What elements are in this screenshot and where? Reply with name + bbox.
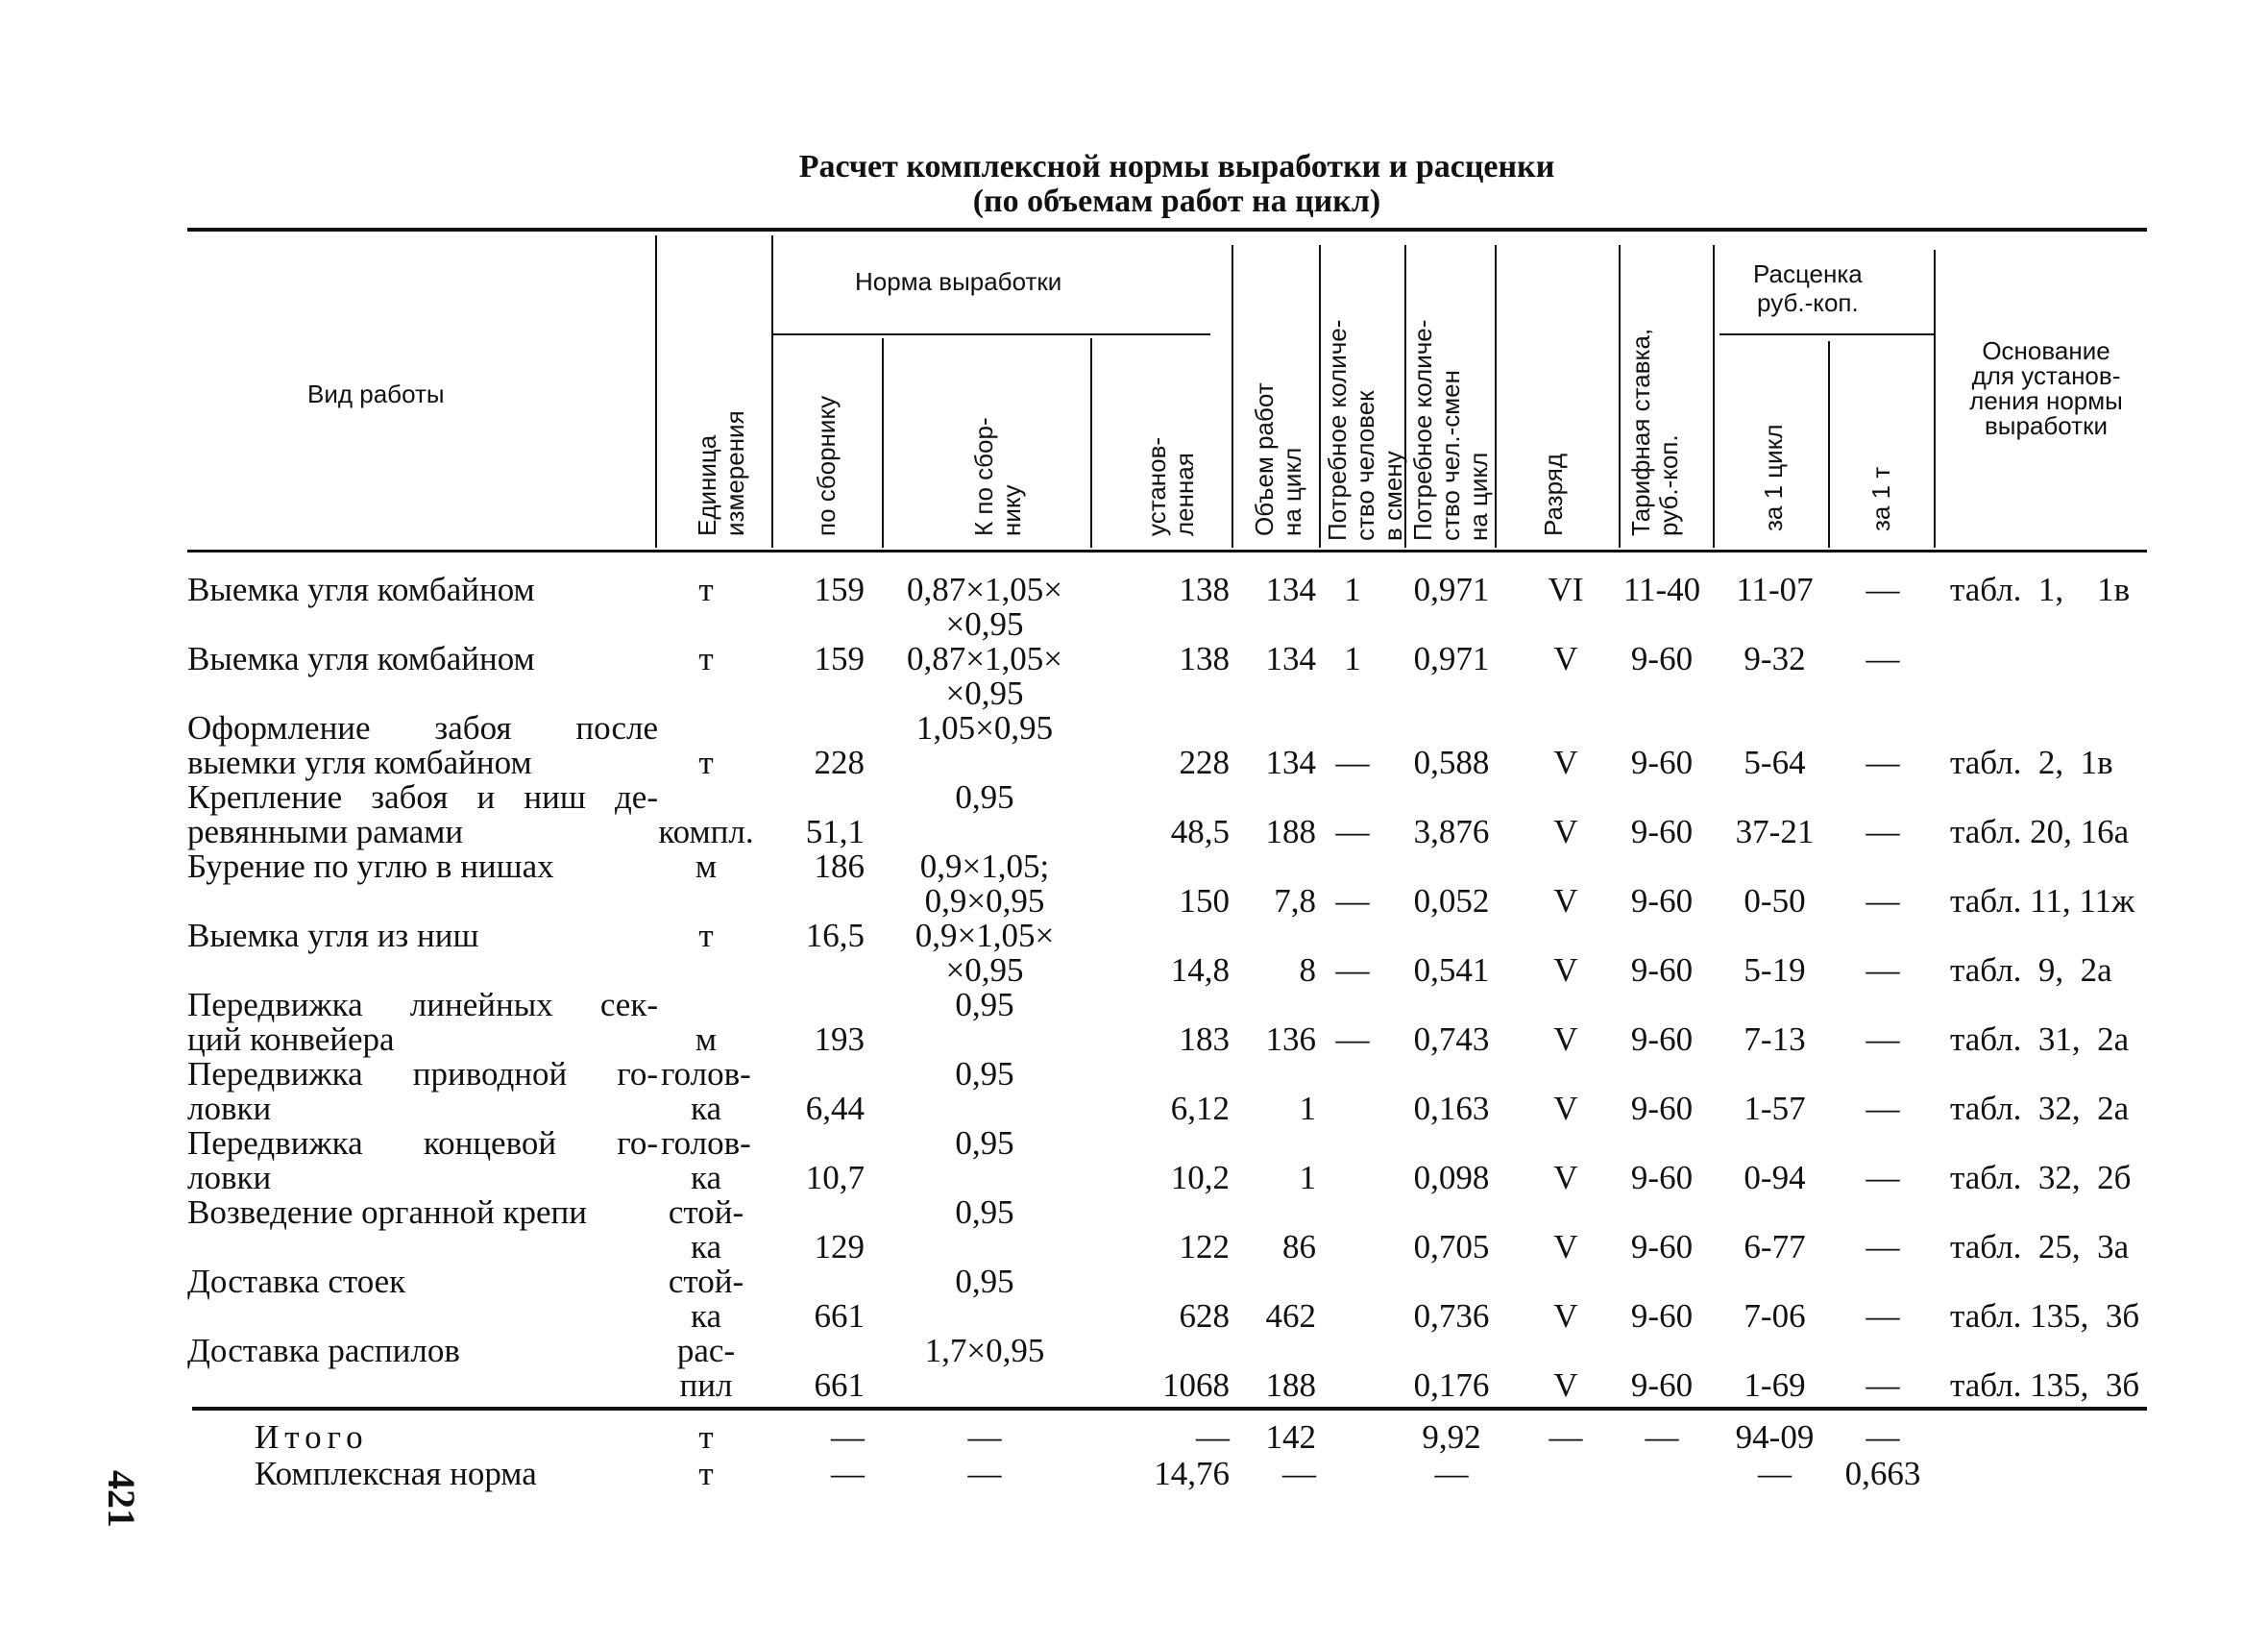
k-cell: 0,95: [955, 1055, 1014, 1093]
cikl-cell: 5-19: [1744, 951, 1806, 989]
ust-cell: 1068: [1162, 1366, 1230, 1404]
tarif-cell: 9-60: [1630, 1228, 1694, 1265]
k-cell: 0,87×1,05×: [907, 571, 1062, 608]
cikl-cell: 0-94: [1744, 1159, 1806, 1196]
unit-cell: т: [698, 640, 714, 677]
unit-cell: пил: [679, 1366, 733, 1404]
cikl-cell: 9-32: [1744, 640, 1806, 677]
t-cell: —: [1866, 1297, 1900, 1335]
po_sb-cell: 16,5: [805, 917, 865, 954]
razr-cell: V: [1553, 813, 1578, 850]
t-cell: —: [1866, 882, 1900, 920]
header-vid-raboty: Вид работы: [307, 380, 445, 408]
tarif-cell: 9-60: [1630, 1366, 1694, 1404]
work-name: выемки угля комбайном: [187, 744, 532, 781]
work-name: Выемка угля комбайном: [187, 640, 535, 677]
top-rule: [187, 228, 2147, 232]
tarif-cell: 9-60: [1630, 813, 1694, 850]
unit-cell: ка: [690, 1159, 721, 1196]
chelsmen-cell: 0,541: [1413, 951, 1490, 989]
obem-cell: 1: [1299, 1159, 1316, 1196]
ust-cell: 10,2: [1170, 1159, 1230, 1196]
t-cell: —: [1866, 813, 1900, 850]
header-razryad: Разряд: [1539, 454, 1568, 536]
unit-cell: т: [698, 744, 714, 781]
cikl-cell: 7-13: [1744, 1020, 1806, 1058]
work-name: Оформление забоя после: [187, 709, 658, 747]
k-cell: 0,95: [955, 1193, 1014, 1231]
razr-total: —: [1549, 1418, 1583, 1456]
k-total: —: [967, 1455, 1002, 1492]
obem-cell: 462: [1265, 1297, 1316, 1335]
chelsmen-cell: 0,971: [1413, 640, 1490, 677]
osn-cell: табл. 2, 1в: [1950, 744, 2113, 781]
col-line: [655, 235, 657, 548]
header-osnovanie: Основание для установ- ления нормы выработки: [1969, 336, 2123, 440]
chel-cell: —: [1335, 1020, 1370, 1058]
unit-total: т: [698, 1455, 714, 1492]
razr-cell: V: [1553, 1228, 1578, 1265]
po_sb-cell: 10,7: [805, 1159, 865, 1196]
chel-cell: 1: [1344, 571, 1361, 608]
header-rule-norma: [773, 333, 1210, 335]
work-name: Передвижка приводной го-: [187, 1055, 658, 1093]
ust-cell: 183: [1179, 1020, 1230, 1058]
work-name: Передвижка линейных сек-: [187, 986, 658, 1023]
unit-cell: ка: [690, 1228, 721, 1265]
chel-cell: 1: [1344, 640, 1361, 677]
ust-cell: 138: [1179, 571, 1230, 608]
k-cell: 0,95: [955, 986, 1014, 1023]
osn-cell: табл. 1, 1в: [1950, 571, 2131, 608]
work-name: Выемка угля комбайном: [187, 571, 535, 608]
k-cell: 0,9×0,95: [924, 882, 1045, 920]
obem-cell: 8: [1299, 951, 1316, 989]
chelsmen-cell: 0,971: [1413, 571, 1490, 608]
work-name: Доставка распилов: [187, 1332, 460, 1369]
ust-cell: 628: [1179, 1297, 1230, 1335]
chelsmen-total: 9,92: [1422, 1418, 1481, 1456]
k-cell: ×0,95: [945, 951, 1024, 989]
table-subtitle: (по объемам работ на цикл): [972, 184, 1381, 219]
table-title: Расчет комплексной нормы выработки и расценки: [798, 149, 1555, 184]
header-k-po-sborniku: К по сбор- нику: [969, 417, 1026, 536]
cikl-cell: 0-50: [1744, 882, 1806, 920]
header-rascenka: Расценка руб.-коп.: [1753, 259, 1863, 317]
t-total: —: [1866, 1418, 1900, 1456]
chelsmen-cell: 0,052: [1413, 882, 1490, 920]
obem-total: —: [1282, 1455, 1316, 1492]
osn-cell: табл. 25, 3а: [1950, 1228, 2130, 1265]
k-cell: 1,7×0,95: [924, 1332, 1045, 1369]
obem-cell: 134: [1265, 640, 1316, 677]
obem-cell: 1: [1299, 1090, 1316, 1127]
chel-cell: —: [1335, 882, 1370, 920]
k-cell: 1,05×0,95: [915, 709, 1054, 747]
header-edinica: Единица измерения: [693, 410, 749, 536]
obem-cell: 188: [1265, 1366, 1316, 1404]
po_sb-cell: 661: [814, 1297, 865, 1335]
po_sb-cell: 51,1: [805, 813, 865, 850]
chelsmen-cell: 0,588: [1413, 744, 1490, 781]
razr-cell: V: [1553, 1366, 1578, 1404]
work-name: Доставка стоек: [187, 1263, 406, 1300]
razr-cell: V: [1553, 744, 1578, 781]
header-za-1-t: за 1 т: [1866, 466, 1895, 531]
k-cell: ×0,95: [945, 675, 1024, 712]
ust-cell: 228: [1179, 744, 1230, 781]
osn-cell: табл. 20, 16а: [1950, 813, 2130, 850]
razr-cell: V: [1553, 1297, 1578, 1335]
unit-cell: компл.: [658, 813, 754, 850]
tarif-cell: 9-60: [1630, 951, 1694, 989]
razr-cell: V: [1553, 1020, 1578, 1058]
unit-total: т: [698, 1418, 714, 1456]
header-potrebnoe-chel: Потребное количе- ство человек в смену: [1323, 319, 1407, 541]
work-name: ревянными рамами: [187, 813, 464, 850]
ust-cell: 6,12: [1170, 1090, 1230, 1127]
t-total: 0,663: [1844, 1455, 1921, 1492]
chel-cell: —: [1335, 951, 1370, 989]
obem-cell: 134: [1265, 571, 1316, 608]
t-cell: —: [1866, 640, 1900, 677]
osn-cell: табл. 135, 3б: [1950, 1366, 2140, 1404]
chelsmen-cell: 3,876: [1413, 813, 1490, 850]
ust-total: 14,76: [1154, 1455, 1230, 1492]
osn-cell: табл. 9, 2а: [1950, 951, 2112, 989]
tarif-cell: 9-60: [1630, 640, 1694, 677]
header-ustanovlennaya: установ- ленная: [1142, 436, 1199, 536]
k-cell: 0,95: [955, 778, 1014, 816]
razr-cell: V: [1553, 640, 1578, 677]
col-line: [1828, 341, 1830, 548]
t-cell: —: [1866, 1366, 1900, 1404]
cikl-cell: 1-57: [1744, 1090, 1806, 1127]
po_sb-total: —: [831, 1455, 865, 1492]
col-line: [1090, 338, 1092, 548]
col-line: [1495, 245, 1497, 548]
unit-cell: рас-: [676, 1332, 736, 1369]
totals-label: Итого: [255, 1418, 369, 1456]
col-line: [771, 235, 773, 548]
osn-cell: табл. 135, 3б: [1950, 1297, 2140, 1335]
k-cell: 0,95: [955, 1124, 1014, 1162]
cikl-cell: 37-21: [1735, 813, 1815, 850]
header-obem-rabot: Объем работ на цикл: [1250, 382, 1306, 536]
col-line: [1934, 250, 1936, 548]
header-tarifnaya: Тарифная ставка, руб.-коп.: [1626, 328, 1683, 536]
col-line: [1619, 245, 1621, 548]
unit-cell: стой-: [668, 1263, 744, 1300]
totals-rule: [192, 1407, 2147, 1411]
obem-cell: 86: [1282, 1228, 1316, 1265]
obem-total: 142: [1265, 1418, 1316, 1456]
work-name: ций конвейера: [187, 1020, 395, 1058]
k-cell: 0,87×1,05×: [907, 640, 1062, 677]
osn-cell: табл. 32, 2б: [1950, 1159, 2132, 1196]
col-line: [882, 338, 884, 548]
chelsmen-cell: 0,705: [1413, 1228, 1490, 1265]
totals-label: Комплексная норма: [255, 1455, 537, 1492]
chel-cell: —: [1335, 813, 1370, 850]
ust-cell: 150: [1179, 882, 1230, 920]
header-norma-vyrabotki: Норма выработки: [855, 267, 1062, 296]
k-total: —: [967, 1418, 1002, 1456]
razr-cell: V: [1553, 951, 1578, 989]
chelsmen-cell: 0,098: [1413, 1159, 1490, 1196]
razr-cell: V: [1553, 1090, 1578, 1127]
po_sb-cell: 129: [814, 1228, 865, 1265]
chel-cell: —: [1335, 744, 1370, 781]
razr-cell: V: [1553, 882, 1578, 920]
chelsmen-cell: 0,163: [1413, 1090, 1490, 1127]
po_sb-cell: 186: [814, 848, 865, 885]
work-name: Бурение по углю в нишах: [187, 848, 554, 885]
osn-cell: табл. 32, 2а: [1950, 1090, 2130, 1127]
t-cell: —: [1866, 1090, 1900, 1127]
k-cell: 0,9×1,05×: [915, 917, 1055, 954]
unit-cell: м: [695, 848, 718, 885]
tarif-cell: 9-60: [1630, 1297, 1694, 1335]
cikl-cell: 6-77: [1744, 1228, 1806, 1265]
cikl-cell: 11-07: [1736, 571, 1814, 608]
unit-cell: м: [695, 1020, 718, 1058]
t-cell: —: [1866, 1020, 1900, 1058]
work-name: Возведение органной крепи: [187, 1193, 587, 1231]
header-za-1-cikl: за 1 цикл: [1759, 424, 1788, 531]
header-po-sborniku: по сборнику: [812, 395, 841, 536]
cikl-cell: 7-06: [1744, 1297, 1806, 1335]
po_sb-cell: 6,44: [805, 1090, 865, 1127]
k-cell: ×0,95: [945, 605, 1024, 643]
page-number: 421: [100, 1470, 143, 1528]
ust-cell: 48,5: [1170, 813, 1230, 850]
t-cell: —: [1866, 571, 1900, 608]
k-cell: 0,9×1,05;: [919, 848, 1050, 885]
t-cell: —: [1866, 1159, 1900, 1196]
obem-cell: 136: [1265, 1020, 1316, 1058]
col-line: [1713, 245, 1715, 548]
tarif-cell: 9-60: [1630, 882, 1694, 920]
unit-cell: голов-: [661, 1124, 751, 1162]
tarif-cell: 9-60: [1630, 1090, 1694, 1127]
t-cell: —: [1866, 951, 1900, 989]
unit-cell: ка: [690, 1090, 721, 1127]
col-line: [1232, 245, 1233, 548]
unit-cell: т: [698, 917, 714, 954]
po_sb-cell: 159: [814, 571, 865, 608]
tarif-cell: 9-60: [1630, 1020, 1694, 1058]
obem-cell: 7,8: [1274, 882, 1316, 920]
tarif-total: —: [1645, 1418, 1679, 1456]
tarif-cell: 9-60: [1630, 744, 1694, 781]
header-potrebnoe-chelsmen: Потребное количе- ство чел.-смен на цикл: [1408, 319, 1493, 541]
cikl-total: 94-09: [1735, 1418, 1815, 1456]
unit-cell: голов-: [661, 1055, 751, 1093]
chelsmen-cell: 0,176: [1413, 1366, 1490, 1404]
po_sb-total: —: [831, 1418, 865, 1456]
obem-cell: 188: [1265, 813, 1316, 850]
unit-cell: ка: [690, 1297, 721, 1335]
work-name: ловки: [187, 1090, 272, 1127]
header-bottom-rule: [187, 550, 2147, 553]
work-name: Выемка угля из ниш: [187, 917, 479, 954]
unit-cell: т: [698, 571, 714, 608]
tarif-cell: 9-60: [1630, 1159, 1694, 1196]
work-name: Передвижка концевой го-: [187, 1124, 658, 1162]
k-cell: 0,95: [955, 1263, 1014, 1300]
po_sb-cell: 159: [814, 640, 865, 677]
ust-total: —: [1196, 1418, 1230, 1456]
cikl-cell: 5-64: [1744, 744, 1806, 781]
obem-cell: 134: [1265, 744, 1316, 781]
unit-cell: стой-: [668, 1193, 744, 1231]
cikl-cell: 1-69: [1744, 1366, 1806, 1404]
header-rule-rascenka: [1719, 333, 1936, 335]
ust-cell: 138: [1179, 640, 1230, 677]
chelsmen-total: —: [1434, 1455, 1469, 1492]
po_sb-cell: 228: [814, 744, 865, 781]
col-line: [1319, 245, 1321, 548]
chelsmen-cell: 0,743: [1413, 1020, 1490, 1058]
work-name: Крепление забоя и ниш де-: [187, 778, 658, 816]
t-cell: —: [1866, 744, 1900, 781]
po_sb-cell: 661: [814, 1366, 865, 1404]
work-name: ловки: [187, 1159, 272, 1196]
tarif-cell: 11-40: [1622, 571, 1701, 608]
po_sb-cell: 193: [814, 1020, 865, 1058]
t-cell: —: [1866, 1228, 1900, 1265]
ust-cell: 14,8: [1170, 951, 1230, 989]
osn-cell: табл. 11, 11ж: [1950, 882, 2135, 920]
osn-cell: табл. 31, 2а: [1950, 1020, 2130, 1058]
ust-cell: 122: [1179, 1228, 1230, 1265]
razr-cell: VI: [1548, 571, 1584, 608]
cikl-total: —: [1758, 1455, 1792, 1492]
chelsmen-cell: 0,736: [1413, 1297, 1490, 1335]
razr-cell: V: [1553, 1159, 1578, 1196]
